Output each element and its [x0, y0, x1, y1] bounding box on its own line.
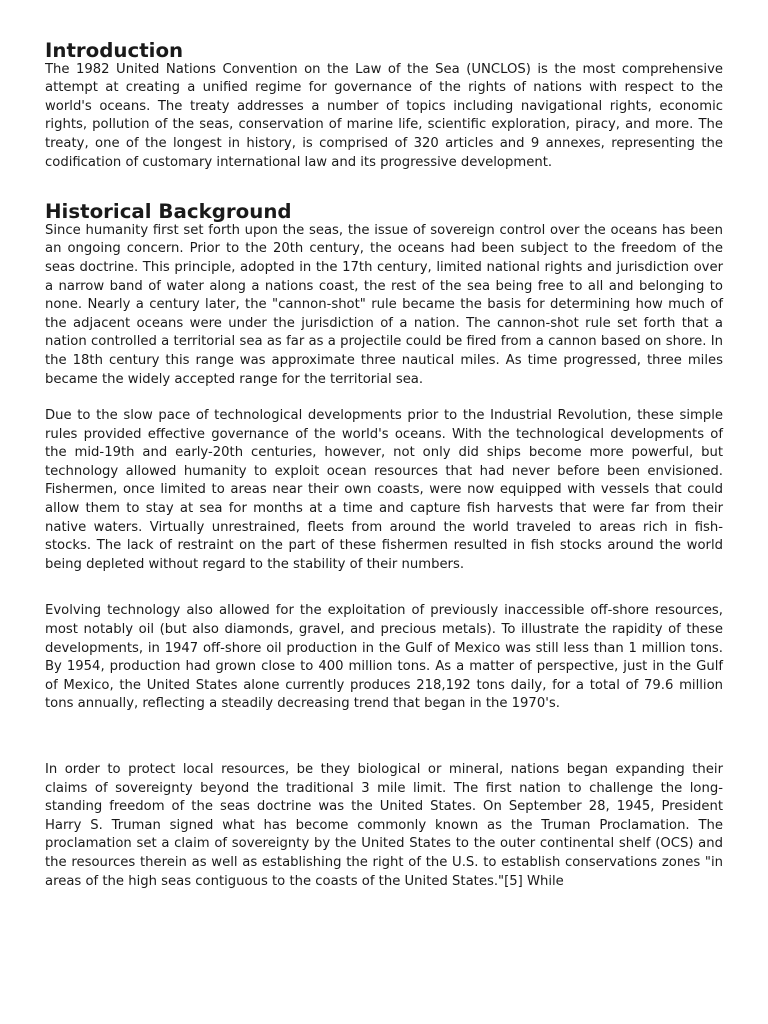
spacer — [45, 714, 723, 761]
spacer — [45, 389, 723, 407]
paragraph-truman-proclamation: In order to protect local resources, be they biological or mineral, nations began expanding their claims of sovereignty beyond the traditional 3 mile limit. The first nation to challenge the long-standing freedom of the seas doctrine was the United States. On September 28, 1945, President Harry S. Truman signed what has become commonly known as the Truman Proclamation. The proclamation set a claim of sovereignty by the United States to the outer continental shelf (OCS) and the resources therein as well as establishing the right of the U.S. to establish conservations zones "in areas of the high seas contiguous to the coasts of the United States."[5] While — [45, 762, 723, 889]
paragraph-technological-developments: Due to the slow pace of technological developments prior to the Industrial Revolution, these simple rules provided effective governance of the world's oceans. With the technological developments of the mid-19th and early-20th centuries, however, not only did ships become more powerful, but technology allowed humanity to exploit ocean resources that had never before been envisioned. Fishermen, once limited to areas near their own coasts, were now equipped with vessels that could allow them to stay at sea for months at a time and capture fish harvests that were far from their native waters. Virtually unrestrained, fleets from around the world traveled to areas rich in fish-stocks. The lack of restraint on the part of these fishermen resulted in fish stocks around the world being depleted without regard to the stability of their numbers. — [45, 408, 723, 572]
section-heading-historical-background: Historical Background — [45, 200, 292, 224]
paragraph-offshore-resources: Evolving technology also allowed for the exploitation of previously inaccessible off-shore resources, most notably oil (but also diamonds, gravel, and precious metals). To illustrate the rapidity of these developments, in 1947 off-shore oil production in the Gulf of Mexico was still less than 1 million tons. By 1954, production had grown close to 400 million tons. As a matter of perspective, just in the Gulf of Mexico, the United States alone currently produces 218,192 tons daily, for a total of 79.6 million tons annually, reflecting a steadily decreasing trend that began in the 1970's. — [45, 603, 723, 712]
paragraph-introduction: The 1982 United Nations Convention on the Law of the Sea (UNCLOS) is the most comprehensive attempt at creating a unified regime for governance of the rights of nations with respect to the world's oceans. The treaty addresses a number of topics including navigational rights, economic rights, pollution of the seas, conservation of marine life, scientific exploration, piracy, and more. The treaty, one of the longest in history, is comprised of 320 articles and 9 annexes, representing the codification of customary international law and its progressive development. — [45, 61, 723, 170]
section-heading-introduction: Introduction — [45, 39, 184, 62]
paragraph-sovereign-control: Since humanity first set forth upon the seas, the issue of sovereign control over the oceans has been an ongoing concern. Prior to the 20th century, the oceans had been subject to the freedom of the seas doctrine. This principle, adopted in the 17th century, limited national rights and jurisdiction over a narrow band of water along a nations coast, the rest of the sea being free to all and belonging to none. Nearly a century later, the "cannon-shot" rule became the basis for determining how much of the adjacent oceans were under the jurisdiction of a nation. The cannon-shot rule set forth that a nation controlled a territorial sea as far as a projectile could be fired from a cannon based on shore. In the 18th century this range was approximate three nautical miles. As time progressed, three miles became the widely accepted range for the territorial sea. — [45, 222, 723, 387]
spacer — [45, 172, 723, 203]
document-page — [45, 39, 723, 891]
spacer — [45, 574, 723, 602]
